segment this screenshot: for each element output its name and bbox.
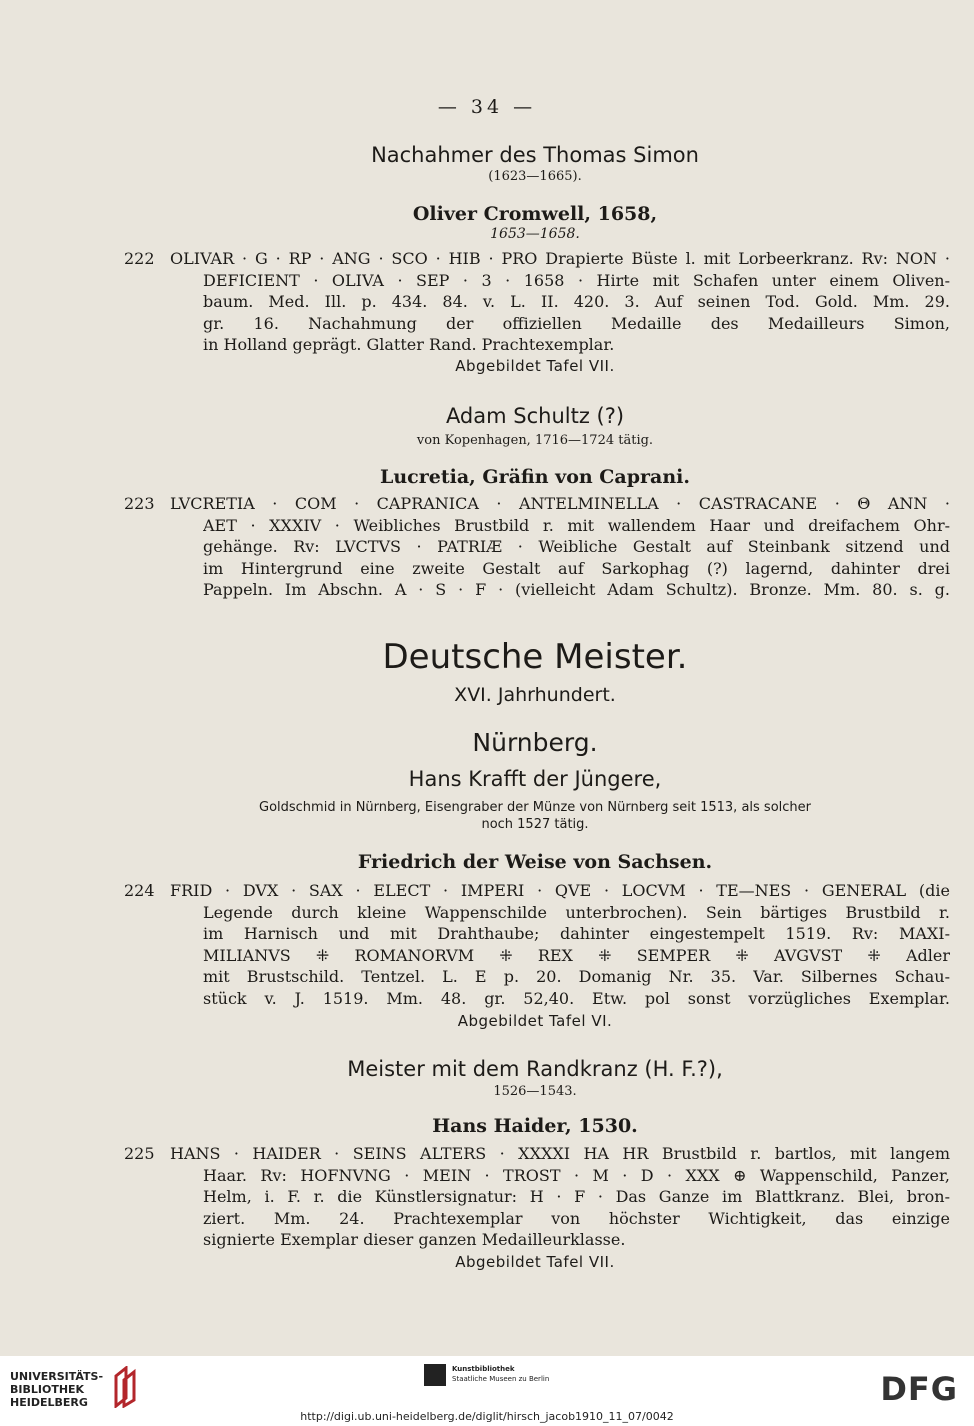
dfg-logo[interactable]: DFG [880, 1370, 958, 1408]
entry-line: ziert. Mm. 24. Prachtexemplar von höchster Wichtigkeit, das einzige [203, 1208, 950, 1228]
entry-line: HANS · HAIDER · SEINS ALTERS · XXXXI HA HR Brustbild r. bartlos, mit langem [170, 1144, 950, 1163]
section-heading-adam-schultz: Adam Schultz (?) [445, 404, 625, 428]
century-heading: XVI. Jahrhundert. [454, 684, 616, 706]
entry-line: Helm, i. F. r. die Künstlersignatur: H · F · Das Ganze im Blattkranz. Blei, bron- [203, 1187, 950, 1206]
entry-line: in Holland geprägt. Glatter Rand. Prachtexemplar. [203, 335, 615, 354]
entry-line: MILIANVS ⁜ ROMANORVM ⁜ REX ⁜ SEMPER ⁜ AVGVST ⁜ Adler [203, 945, 950, 965]
entry-line: im Harnisch und mit Drahthaube; dahinter eingestempelt 1519. Rv: MAXI- [203, 924, 950, 943]
plate-reference: Abgebildet Tafel VI. [457, 1012, 613, 1030]
subject-heading-cromwell: Oliver Cromwell, 1658, [412, 203, 658, 225]
catalog-entry-225 [124, 1143, 950, 1251]
entry-line: Pappeln. Im Abschn. A · S · F · (vielleicht Adam Schultz). Bronze. Mm. 80. s. g. [203, 580, 950, 599]
subject-heading-lucretia: Lucretia, Gräfin von Caprani. [380, 466, 690, 488]
chapter-title-deutsche-meister: Deutsche Meister. [382, 637, 688, 677]
entry-line: baum. Med. Ill. p. 434. 84. v. L. II. 420. 3. Auf seinen Tod. Gold. Mm. 29. [203, 292, 950, 311]
kunstbibliothek-logo-icon[interactable] [424, 1364, 446, 1386]
entry-line: OLIVAR · G · RP · ANG · SCO · HIB · PRO Drapierte Büste l. mit Lorbeerkranz. Rv: NON · [170, 249, 950, 268]
entry-number: 222 [124, 249, 155, 268]
entry-line: Haar. Rv: HOFNVNG · MEIN · TROST · M · D · XXX ⊕ Wappenschild, Panzer, [203, 1165, 950, 1185]
entry-number: 223 [124, 494, 155, 513]
section-heading-hans-krafft: Hans Krafft der Jüngere, [408, 767, 662, 791]
page-number: — 34 — [437, 96, 537, 118]
library-logo-text[interactable] [10, 1370, 103, 1409]
entry-line: gr. 16. Nachahmung der offiziellen Medaille des Medailleurs Simon, [203, 313, 950, 333]
catalog-entry-224 [124, 880, 950, 1009]
entry-line: AET · XXXIV · Weibliches Brustbild r. mit wallendem Haar und dreifachem Ohr- [203, 515, 950, 535]
section-heading-thomas-simon: Nachahmer des Thomas Simon [371, 143, 699, 167]
library-name-line: HEIDELBERG [10, 1396, 88, 1409]
library-name-line: UNIVERSITÄTS- [10, 1370, 104, 1383]
kunstbibliothek-logo-text [452, 1364, 549, 1384]
library-name-line: BIBLIOTHEK [10, 1383, 85, 1396]
entry-line: FRID · DVX · SAX · ELECT · IMPERI · QVE · LOCVM · TE—NES · GENERAL (die [170, 881, 950, 900]
section-dates: von Kopenhagen, 1716—1724 tätig. [416, 433, 654, 448]
entry-line: DEFICIENT · OLIVA · SEP · 3 · 1658 · Hirte mit Schafen unter einem Oliven- [203, 270, 950, 290]
entry-number: 225 [124, 1144, 155, 1163]
entry-line: LVCRETIA · COM · CAPRANICA · ANTELMINELLA · CASTRACANE · Θ ANN · [170, 494, 950, 513]
entry-line: Legende durch kleine Wappenschilde unterbrochen). Sein bärtiges Brustbild r. [203, 902, 950, 922]
subject-heading-friedrich: Friedrich der Weise von Sachsen. [357, 851, 713, 873]
entry-line: mit Brustschild. Tentzel. L. E p. 20. Domanig Nr. 35. Var. Silbernes Schau- [203, 967, 950, 986]
kb-name: Kunstbibliothek [452, 1365, 515, 1373]
entry-line: gehänge. Rv: LVCTVS · PATRIÆ · Weibliche Gestalt auf Steinbank sitzend und [203, 537, 950, 556]
plate-reference: Abgebildet Tafel VII. [455, 1253, 615, 1271]
page-url-link[interactable]: http://digi.ub.uni-heidelberg.de/diglit/hirsch_jacob1910_11_07/0042 [300, 1410, 674, 1423]
catalog-entry-222 [124, 248, 950, 356]
kb-subtitle: Staatliche Museen zu Berlin [452, 1375, 550, 1383]
artist-description-line2: noch 1527 tätig. [481, 817, 589, 832]
entry-line: signierte Exemplar dieser ganzen Medailleurklasse. [203, 1230, 626, 1249]
subject-dates: 1653—1658. [490, 226, 580, 242]
section-dates: (1623—1665). [488, 169, 582, 184]
viewer-footer [0, 1356, 974, 1426]
entry-number: 224 [124, 881, 155, 900]
section-dates: 1526—1543. [493, 1084, 577, 1099]
library-logo-icon[interactable] [112, 1366, 138, 1408]
entry-line: im Hintergrund eine zweite Gestalt auf Sarkophag (?) lagernd, dahinter drei [203, 558, 950, 578]
entry-line: stück v. J. 1519. Mm. 48. gr. 52,40. Etw. pol sonst vorzügliches Exemplar. [203, 988, 950, 1008]
subject-heading-hans-haider: Hans Haider, 1530. [432, 1115, 638, 1137]
city-heading-nuernberg: Nürnberg. [472, 728, 598, 757]
artist-description-line1: Goldschmid in Nürnberg, Eisengraber der Münze von Nürnberg seit 1513, als solcher [259, 800, 811, 815]
plate-reference: Abgebildet Tafel VII. [455, 357, 615, 375]
catalog-entry-223 [124, 493, 950, 601]
section-heading-randkranz: Meister mit dem Randkranz (H. F.?), [347, 1057, 723, 1081]
